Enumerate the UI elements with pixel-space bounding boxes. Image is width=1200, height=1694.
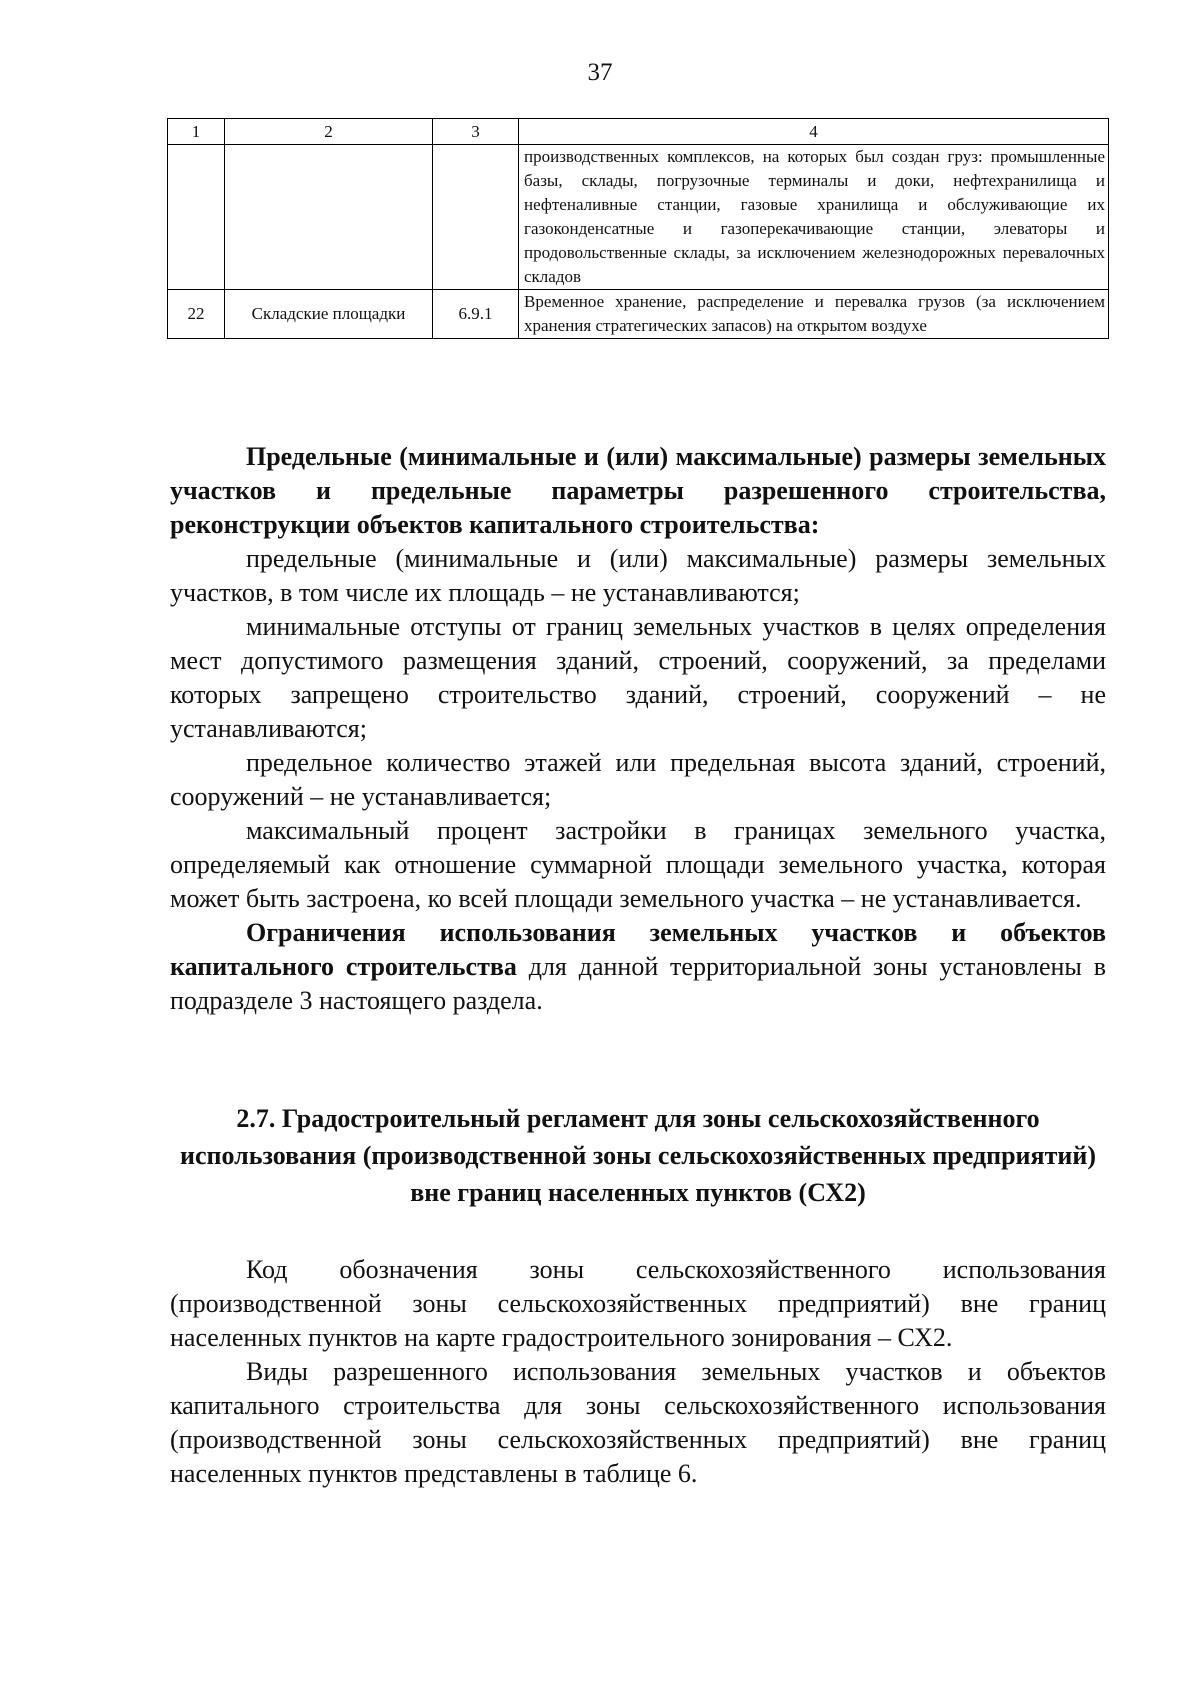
restrictions-bold-text: Ограничения использования земельных участков и объектов капитального строительства	[170, 918, 1106, 981]
section-2-7-heading: 2.7. Градостроительный регламент для зоны сельскохозяйственного использования (производственной зоны сельскохозяйственных предприятий) вне границ населенных пунктов (СХ2)	[179, 1104, 1096, 1207]
table-row	[168, 290, 1109, 339]
section-2-7-body	[170, 1253, 1106, 1491]
row-description-cell: Временное хранение, распределение и перевалка грузов (за исключением хранения стратегических запасов) на открытом воздухе	[519, 290, 1109, 339]
row-name-cell	[225, 145, 433, 290]
column-header-4: 4	[519, 119, 1109, 145]
column-header-3: 3	[433, 119, 519, 145]
row-name-cell: Складские площадки	[225, 290, 433, 339]
column-header-2: 2	[225, 119, 433, 145]
parameter-paragraph-3: предельное количество этажей или предельная высота зданий, строений, сооружений – не устанавливается;	[170, 748, 1106, 811]
parameters-heading: Предельные (минимальные и (или) максимальные) размеры земельных участков и предельные параметры разрешенного строительства, реконструкции объектов капитального строительства:	[170, 442, 1106, 539]
parameter-paragraph-2: минимальные отступы от границ земельных участков в целях определения мест допустимого размещения зданий, строений, сооружений, за пределами которых запрещено строительство зданий, строений, сооружений – не устанавливаются;	[170, 612, 1106, 743]
row-code-cell	[433, 145, 519, 290]
row-code-cell: 6.9.1	[433, 290, 519, 339]
parameter-paragraph-1: предельные (минимальные и (или) максимальные) размеры земельных участков, в том числе их площадь – не устанавливаются;	[170, 544, 1106, 607]
table-header-row	[168, 119, 1109, 145]
row-number-cell: 22	[168, 290, 225, 339]
permitted-use-paragraph: Виды разрешенного использования земельных участков и объектов капитального строительства для зоны сельскохозяйственного использования (производственной зоны сельскохозяйственных предприятий) вне границ населенных пунктов представлены в таблице 6.	[170, 1357, 1106, 1488]
restrictions-text: для данной территориальной зоны установлены в подразделе 3 настоящего раздела.	[170, 952, 1106, 1015]
land-use-table	[167, 118, 1109, 339]
row-number-cell	[168, 145, 225, 290]
zone-code-paragraph: Код обозначения зоны сельскохозяйственного использования (производственной зоны сельскохозяйственных предприятий) вне границ населенных пунктов на карте градостроительного зонирования – СХ2.	[170, 1255, 1106, 1352]
column-header-1: 1	[168, 119, 225, 145]
page-number: 37	[587, 59, 613, 86]
table-row	[168, 145, 1109, 290]
restrictions-paragraph	[170, 916, 1106, 1018]
parameter-paragraph-4: максимальный процент застройки в границах земельного участка, определяемый как отношение суммарной площади земельного участка, которая может быть застроена, ко всей площади земельного участка – не устанавливается.	[170, 816, 1106, 913]
row-description-cell: производственных комплексов, на которых был создан груз: промышленные базы, склады, погрузочные терминалы и доки, нефтехранилища и нефтеналивные станции, газовые хранилища и обслуживающие их газоконденсатные и газоперекачивающие станции, элеваторы и продовольственные склады, за исключением железнодорожных перевалочных складов	[519, 145, 1109, 290]
parameters-section	[170, 440, 1106, 1018]
